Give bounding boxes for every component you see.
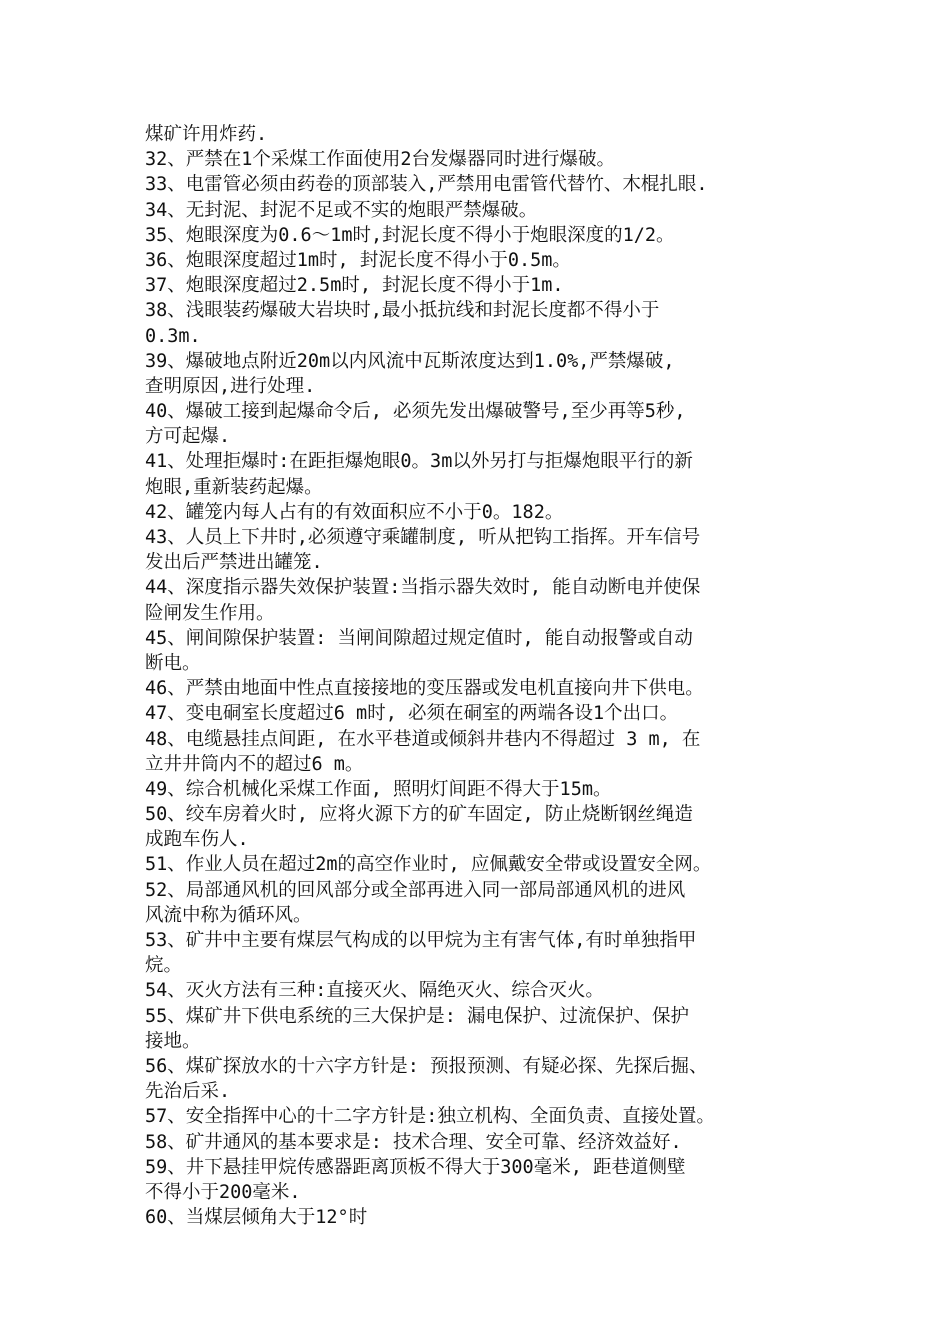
- text-line: 0.3m.: [145, 325, 201, 347]
- text-line: 37、炮眼深度超过2.5m时, 封泥长度不得小于1m.: [145, 275, 564, 297]
- text-line: 59、井下悬挂甲烷传感器距离顶板不得大于300毫米, 距巷道侧壁: [145, 1156, 686, 1178]
- text-line: 炮眼,重新装药起爆。: [145, 476, 323, 498]
- text-line: 42、罐笼内每人占有的有效面积应不小于0。182。: [145, 501, 564, 523]
- text-line: 断电。: [145, 652, 201, 674]
- document-body: [145, 122, 825, 1230]
- text-line: 45、闸间隙保护装置: 当闸间隙超过规定值时, 能自动报警或自动: [145, 627, 693, 649]
- text-line: 51、作业人员在超过2m的高空作业时, 应佩戴安全带或设置安全网。: [145, 854, 712, 876]
- text-line: 56、煤矿探放水的十六字方针是: 预报预测、有疑必探、先探后掘、: [145, 1055, 708, 1077]
- text-line: 52、局部通风机的回风部分或全部再进入同一部局部通风机的进风: [145, 879, 686, 901]
- text-line: 47、变电硐室长度超过6 m时, 必须在硐室的两端各设1个出口。: [145, 703, 679, 725]
- text-line: 60、当煤层倾角大于12°时: [145, 1207, 368, 1229]
- text-line: 40、爆破工接到起爆命令后, 必须先发出爆破警号,至少再等5秒,: [145, 401, 686, 423]
- text-line: 查明原因,进行处理.: [145, 375, 316, 397]
- text-line: 32、严禁在1个采煤工作面使用2台发爆器同时进行爆破。: [145, 149, 616, 171]
- text-line: 险闸发生作用。: [145, 602, 275, 624]
- text-line: 50、绞车房着火时, 应将火源下方的矿车固定, 防止烧断钢丝绳造: [145, 804, 693, 826]
- text-line: 35、炮眼深度为0.6～1m时,封泥长度不得小于炮眼深度的1/2。: [145, 224, 675, 246]
- text-line: 烷。: [145, 955, 183, 977]
- text-line: 风流中称为循环风。: [145, 904, 312, 926]
- text-line: 方可起爆.: [145, 426, 231, 448]
- text-line: 36、炮眼深度超过1m时, 封泥长度不得小于0.5m。: [145, 249, 571, 271]
- text-line: 44、深度指示器失效保护装置:当指示器失效时, 能自动断电并使保: [145, 577, 701, 599]
- text-line: 49、综合机械化采煤工作面, 照明灯间距不得大于15m。: [145, 778, 612, 800]
- text-line: 58、矿井通风的基本要求是: 技术合理、安全可靠、经济效益好.: [145, 1131, 682, 1153]
- text-line: 39、爆破地点附近20m以内风流中瓦斯浓度达到1.0%,严禁爆破,: [145, 350, 675, 372]
- text-line: 33、电雷管必须由药卷的顶部装入,严禁用电雷管代替竹、木棍扎眼.: [145, 174, 708, 196]
- text-line: 煤矿许用炸药.: [145, 124, 268, 145]
- text-line: 53、矿井中主要有煤层气构成的以甲烷为主有害气体,有时单独指甲: [145, 930, 697, 951]
- text-line: 成跑车伤人.: [145, 829, 249, 851]
- text-line: 先治后采.: [145, 1081, 231, 1103]
- text-line: 43、人员上下井时,必须遵守乘罐制度, 听从把钩工指挥。开车信号: [145, 527, 701, 548]
- text-line: 发出后严禁进出罐笼.: [145, 552, 323, 574]
- text-line: 接地。: [145, 1030, 201, 1052]
- text-line: 55、煤矿井下供电系统的三大保护是: 漏电保护、过流保护、保护: [145, 1005, 690, 1027]
- text-line: 34、无封泥、封泥不足或不实的炮眼严禁爆破。: [145, 199, 538, 221]
- text-line: 38、浅眼装药爆破大岩块时,最小抵抗线和封泥长度都不得小于: [145, 300, 660, 322]
- text-line: 不得小于200毫米.: [145, 1181, 301, 1203]
- text-line: 46、严禁由地面中性点直接接地的变压器或发电机直接向井下供电。: [145, 678, 704, 700]
- text-line: 57、安全指挥中心的十二字方针是:独立机构、全面负责、直接处置。: [145, 1106, 715, 1128]
- text-line: 立井井筒内不的超过6 m。: [145, 753, 364, 775]
- text-line: 54、灭火方法有三种:直接灭火、隔绝灭火、综合灭火。: [145, 980, 604, 1002]
- text-line: 41、处理拒爆时:在距拒爆炮眼0。3m以外另打与拒爆炮眼平行的新: [145, 451, 693, 473]
- text-line: 48、电缆悬挂点间距, 在水平巷道或倾斜井巷内不得超过 3 m, 在: [145, 728, 701, 750]
